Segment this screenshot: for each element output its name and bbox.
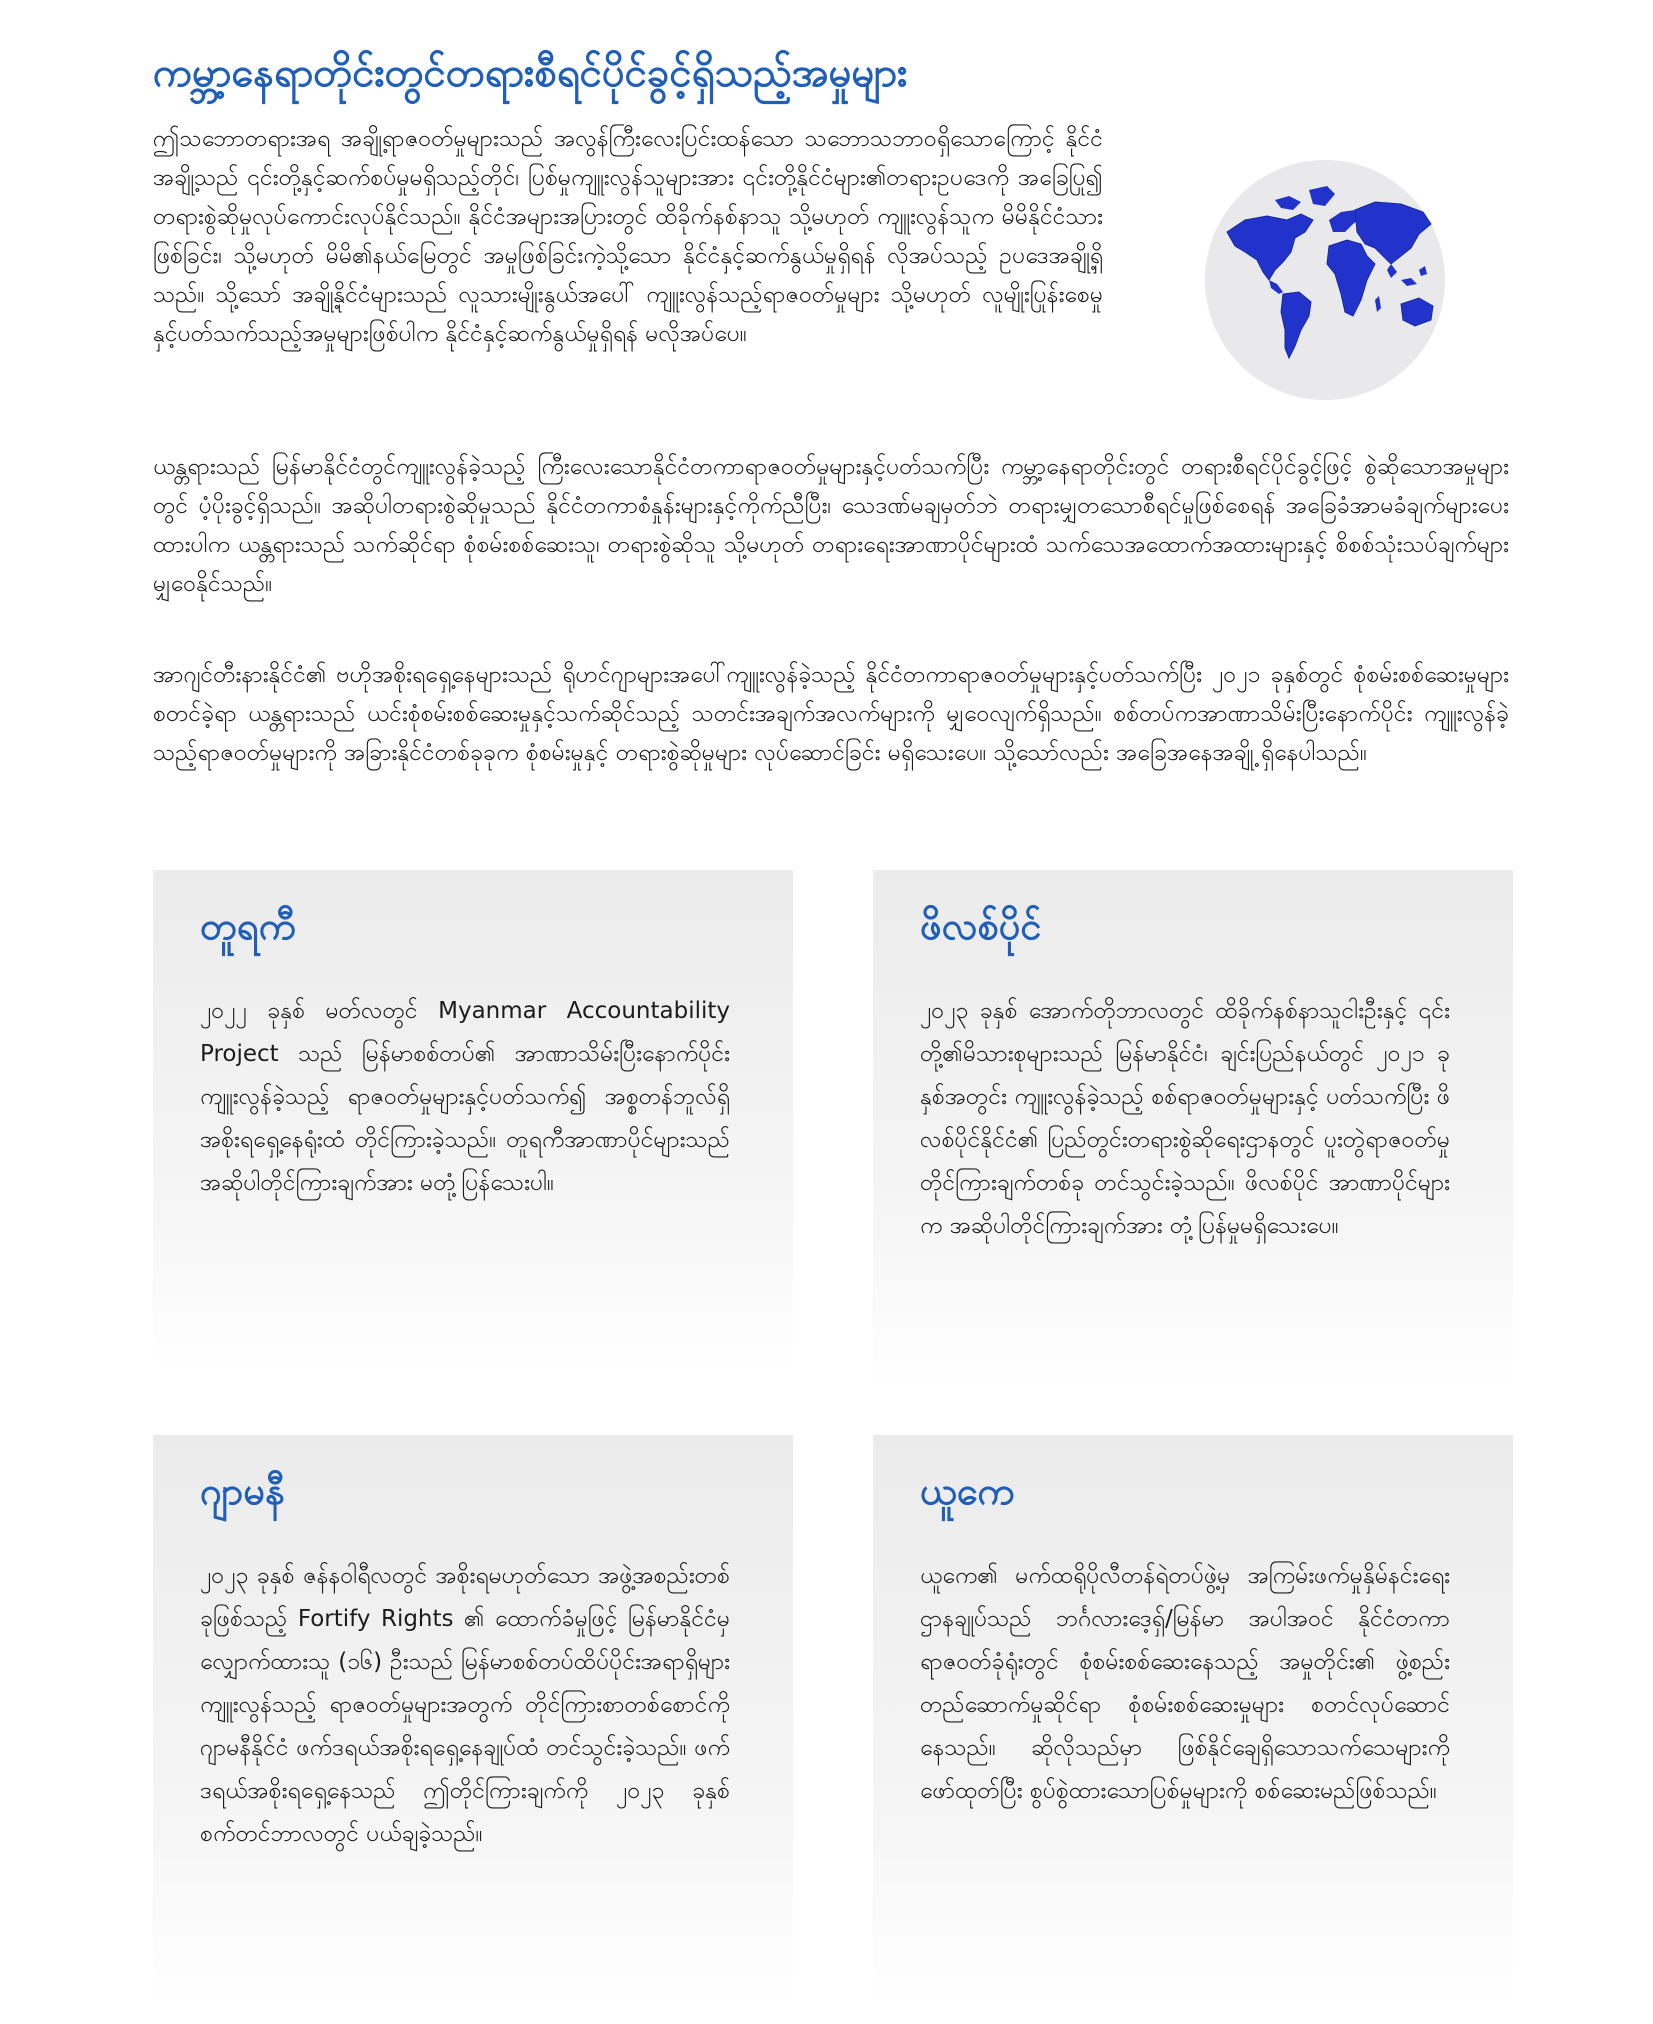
country-card-germany bbox=[153, 1435, 793, 2005]
country-card-philippines bbox=[873, 870, 1513, 1390]
intro-paragraph-3: အာဂျင်တီးနားနိုင်ငံ၏ ဗဟိုအစိုးရရှေ့နေများသည် ရိုဟင်ဂျာများအပေါ်ကျူးလွန်ခဲ့သည့် နိုင်ငံတကာရာဇဝတ်မှုများနှင့်ပတ်သက်ပြီး ၂၀၂၁ ခုနှစ်တွင် စုံစမ်းစစ်ဆေးမှုများစတင်ခဲ့ရာ ယန္တရားသည် ယင်းစုံစမ်းစစ်ဆေးမှုနှင့်သက်ဆိုင်သည့် သတင်းအချက်အလက်များကို မျှဝေလျက်ရှိသည်။ စစ်တပ်ကအာဏာသိမ်းပြီးနောက်ပိုင်း ကျူးလွန်ခဲ့သည့်ရာဇဝတ်မှုများကို အခြားနိုင်ငံတစ်ခုခုက စုံစမ်းမှုနှင့် တရားစွဲဆိုမှုများ လုပ်ဆောင်ခြင်း မရှိသေးပေ။ သို့သော်လည်း အခြေအနေအချို့ ရှိနေပါသည်။ bbox=[153, 662, 1509, 766]
card-body: ၂၀၂၃ ခုနှစ် ဇန်နဝါရီလတွင် အစိုးရမဟုတ်သော အဖွဲ့အစည်းတစ်ခုဖြစ်သည့် Fortify Rights ၏ ထောက်ခံမှုဖြင့် မြန်မာနိုင်ငံမှ လျှောက်ထားသူ (၁၆) ဦးသည် မြန်မာစစ်တပ်ထိပ်ပိုင်းအရာရှိများ ကျူးလွန်သည့် ရာဇဝတ်မှုများအတွက် တိုင်ကြားစာတစ်စောင်ကို ဂျာမနီနိုင်ငံ ဖက်ဒရယ်အစိုးရရှေ့နေချုပ်ထံ တင်သွင်းခဲ့သည်။ ဖက်ဒရယ်အစိုးရရှေ့နေသည် ဤတိုင်ကြားချက်ကို ၂၀၂၃ ခုနှစ် စက်တင်ဘာလတွင် ပယ်ချခဲ့သည်။ bbox=[200, 1563, 730, 1847]
country-card-turkey bbox=[153, 870, 793, 1370]
card-title: တူရကီ bbox=[200, 904, 297, 948]
card-body: ယူကေ၏ မက်ထရိုပိုလီတန်ရဲတပ်ဖွဲ့မှ အကြမ်းဖက်မှုနှိမ်နင်းရေးဌာနချုပ်သည် ဘင်္ဂလားဒေ့ရှ်/မြန်မာ အပါအဝင် နိုင်ငံတကာ ရာဇဝတ်ခုံရုံးတွင် စုံစမ်းစစ်ဆေးနေသည့် အမှုတိုင်း၏ ဖွဲ့စည်းတည်ဆောက်မှုဆိုင်ရာ စုံစမ်းစစ်ဆေးမှုများ စတင်လုပ်ဆောင်နေသည်။ ဆိုလိုသည်မှာ ဖြစ်နိုင်ချေရှိသောသက်သေများကို ဖော်ထုတ်ပြီး စွပ်စွဲထားသောပြစ်မှုများကို စစ်ဆေးမည်ဖြစ်သည်။ bbox=[920, 1563, 1450, 1804]
intro-paragraph-1: ဤသဘောတရားအရ အချို့ရာဇဝတ်မှုများသည် အလွန်ကြီးလေးပြင်းထန်သော သဘောသဘာဝရှိသောကြောင့် နိုင်ငံအချို့သည် ၎င်းတို့နှင့်ဆက်စပ်မှုမရှိသည့်တိုင်၊ ပြစ်မှုကျူးလွန်သူများအား ၎င်းတို့နိုင်ငံများ၏တရားဥပဒေကို အခြေပြု၍ တရားစွဲဆိုမှုလုပ်ကောင်းလုပ်နိုင်သည်။ နိုင်ငံအများအပြားတွင် ထိခိုက်နစ်နာသူ သို့မဟုတ် ကျူးလွန်သူက မိမိနိုင်ငံသားဖြစ်ခြင်း၊ သို့မဟုတ် မိမိ၏နယ်မြေတွင် အမှုဖြစ်ခြင်းကဲ့သို့သော နိုင်ငံနှင့်ဆက်နွယ်မှုရှိရန် လိုအပ်သည့် ဥပဒေအချို့ရှိသည်။ သို့သော် အချို့နိုင်ငံများသည် လူသားမျိုးနွယ်အပေါ် ကျူးလွန်သည့်ရာဇဝတ်မှုများ သို့မဟုတ် လူမျိုးပြုန်းစေမှုနှင့်ပတ်သက်သည့်အမှုများဖြစ်ပါက နိုင်ငံနှင့်ဆက်နွယ်မှုရှိရန် မလိုအပ်ပေ။ bbox=[153, 126, 1103, 347]
world-map-icon bbox=[1205, 160, 1445, 400]
card-title: ယူကေ bbox=[920, 1469, 1015, 1513]
card-body: ၂၀၂၂ ခုနှစ် မတ်လတွင် Myanmar Accountability Project သည် မြန်မာစစ်တပ်၏ အာဏာသိမ်းပြီးနောက်ပိုင်း ကျူးလွန်ခဲ့သည့် ရာဇဝတ်မှုများနှင့်ပတ်သက်၍ အစ္စတန်ဘူလ်ရှိ အစိုးရရှေ့နေရုံးထံ တိုင်ကြားခဲ့သည်။ တူရကီအာဏာပိုင်များသည် အဆိုပါတိုင်ကြားချက်အား မတုံ့ပြန်သေးပါ။ bbox=[200, 998, 730, 1196]
intro-paragraph-2: ယန္တရားသည် မြန်မာနိုင်ငံတွင်ကျူးလွန်ခဲ့သည့် ကြီးလေးသောနိုင်ငံတကာရာဇဝတ်မှုများနှင့်ပတ်သက်ပြီး ကမ္ဘာ့နေရာတိုင်းတွင် တရားစီရင်ပိုင်ခွင့်ဖြင့် စွဲဆိုသောအမှုများတွင် ပံ့ပိုးခွင့်ရှိသည်။ အဆိုပါတရားစွဲဆိုမှုသည် နိုင်ငံတကာစံနှုန်းများနှင့်ကိုက်ညီပြီး၊ သေဒဏ်မချမှတ်ဘဲ တရားမျှတသောစီရင်မှုဖြစ်စေရန် အခြေခံအာမခံချက်များပေးထားပါက ယန္တရားသည် သက်ဆိုင်ရာ စုံစမ်းစစ်ဆေးသူ၊ တရားစွဲဆိုသူ သို့မဟုတ် တရားရေးအာဏာပိုင်များထံ သက်သေအထောက်အထားများနှင့် စိစစ်သုံးသပ်ချက်များ မျှဝေနိုင်သည်။ bbox=[153, 454, 1509, 597]
page-title: ကမ္ဘာ့နေရာတိုင်းတွင်တရားစီရင်ပိုင်ခွင့်ရှိသည့်အမှုများ bbox=[153, 49, 908, 96]
card-title: ဂျာမနီ bbox=[200, 1469, 285, 1513]
card-title: ဖိလစ်ပိုင် bbox=[920, 904, 1042, 948]
country-card-uk bbox=[873, 1435, 1513, 2005]
card-body: ၂၀၂၃ ခုနှစ် အောက်တိုဘာလတွင် ထိခိုက်နစ်နာသူငါးဦးနှင့် ၎င်းတို့၏မိသားစုများသည် မြန်မာနိုင်ငံ၊ ချင်းပြည်နယ်တွင် ၂၀၂၁ ခုနှစ်အတွင်း ကျူးလွန်ခဲ့သည့် စစ်ရာဇဝတ်မှုများနှင့် ပတ်သက်ပြီး ဖိလစ်ပိုင်နိုင်ငံ၏ ပြည်တွင်းတရားစွဲဆိုရေးဌာနတွင် ပူးတွဲရာဇဝတ်မှုတိုင်ကြားချက်တစ်ခု တင်သွင်းခဲ့သည်။ ဖိလစ်ပိုင် အာဏာပိုင်များက အဆိုပါတိုင်ကြားချက်အား တုံ့ပြန်မှုမရှိသေးပေ။ bbox=[920, 998, 1450, 1239]
